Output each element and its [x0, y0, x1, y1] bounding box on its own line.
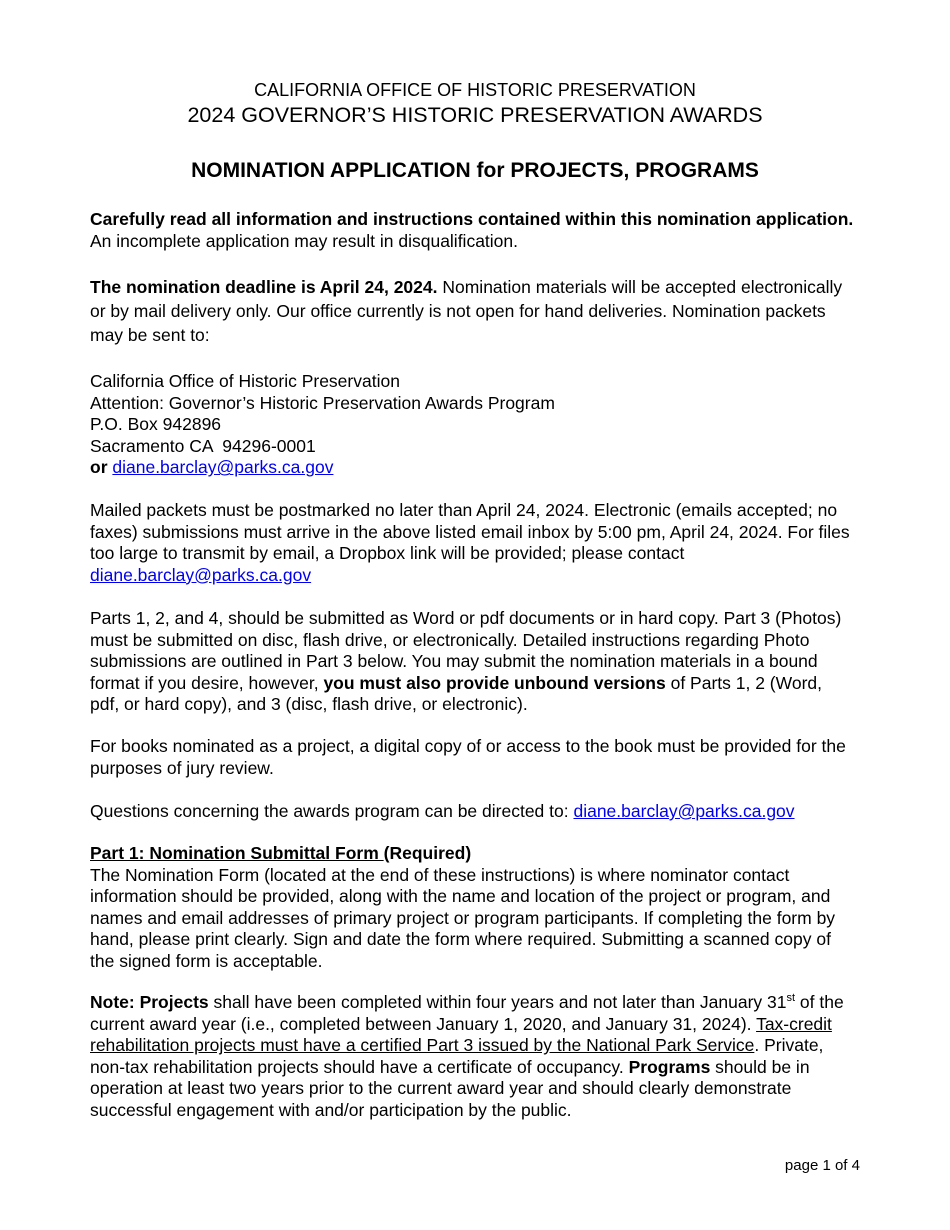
intro-bold: Carefully read all information and instructions contained within this nomination application.	[90, 209, 854, 229]
mailing-address	[90, 371, 855, 479]
deadline-bold: The nomination deadline is April 24, 2024.	[90, 277, 438, 297]
note-text: . Private, non-tax rehabilitation projects should have a certificate of occupancy.	[90, 1035, 824, 1077]
required-label: (Required)	[383, 843, 472, 863]
email-link[interactable]: diane.barclay@parks.ca.gov	[90, 564, 312, 585]
part1-heading: Part 1: Nomination Submittal Form	[90, 843, 384, 863]
page-number: page 1 of 4	[784, 1157, 860, 1174]
address-line: P.O. Box 942896	[90, 414, 222, 435]
office-name: CALIFORNIA OFFICE OF HISTORIC PRESERVATION	[254, 80, 696, 100]
questions-paragraph	[90, 801, 855, 823]
parts-text: Parts 1, 2, and 4, should be submitted as Word or pdf documents or in hard copy. Part 3 (Photos) must be submitted on disc, flash drive, or electronically. Detailed instructions regarding Photo submissions are outlined in Part 3 below. You may submit the nomination materials in a bound format if you desire, however,	[90, 608, 842, 693]
intro-paragraph	[90, 209, 855, 252]
deadline-paragraph	[90, 275, 855, 347]
ordinal-suffix: st	[786, 992, 796, 1005]
or-label: or	[90, 457, 108, 478]
address-line: California Office of Historic Preservation	[90, 371, 400, 391]
address-line: Sacramento CA 94296-0001	[90, 435, 316, 456]
tax-credit-requirement: Tax-credit rehabilitation projects must have a certified Part 3 issued by the National Park Service	[90, 1013, 832, 1056]
email-link[interactable]: diane.barclay@parks.ca.gov	[573, 801, 795, 821]
part1-text: The Nomination Form (located at the end of these instructions) is where nominator contact information should be provided, along with the name and location of the project or program, and names and email addresses of primary project or program participants. If completing the form by hand, please print clearly. Sign and date the form where required. Submitting a scanned copy of the signed form is acceptable.	[90, 864, 836, 971]
deadline-text: Nomination materials will be accepted electronically or by mail delivery only. Our office currently is not open for hand deliveries. Nomination packets may be sent to:	[90, 277, 843, 345]
parts-bold: you must also provide unbound versions	[323, 672, 666, 693]
address-line: Attention: Governor’s Historic Preservation Awards Program	[90, 392, 555, 413]
note-label: Note: Projects	[90, 992, 209, 1012]
submission-paragraph	[90, 500, 855, 586]
note-text: of the current award year (i.e., completed between January 1, 2020, and January 31, 2024).	[90, 992, 844, 1034]
programs-label: Programs	[628, 1056, 711, 1077]
part1-section	[90, 843, 855, 973]
note-section	[90, 992, 855, 1122]
parts-text: of Parts 1, 2 (Word, pdf, or hard copy), and 3 (disc, flash drive, or electronic).	[90, 672, 822, 715]
email-link[interactable]: diane.barclay@parks.ca.gov	[112, 457, 334, 478]
parts-paragraph	[90, 608, 855, 716]
note-text: should be in operation at least two years prior to the current award year and should clearly demonstrate successful engagement with and/or participation by the public.	[90, 1056, 810, 1120]
awards-title: 2024 GOVERNOR’S HISTORIC PRESERVATION AWARDS	[187, 103, 763, 127]
page-title: NOMINATION APPLICATION for PROJECTS, PROGRAMS	[191, 159, 759, 182]
note-text: shall have been completed within four years and not later than January 31	[208, 992, 787, 1012]
questions-text: Questions concerning the awards program can be directed to:	[90, 801, 574, 821]
books-paragraph: For books nominated as a project, a digital copy of or access to the book must be provided for the purposes of jury review.	[90, 736, 846, 778]
intro-text: An incomplete application may result in disqualification.	[90, 230, 519, 251]
submission-text: Mailed packets must be postmarked no later than April 24, 2024. Electronic (emails accepted; no faxes) submissions must arrive in the above listed email inbox by 5:00 pm, April 24, 2024. For files too large to transmit by email, a Dropbox link will be provided; please contact	[90, 500, 850, 564]
